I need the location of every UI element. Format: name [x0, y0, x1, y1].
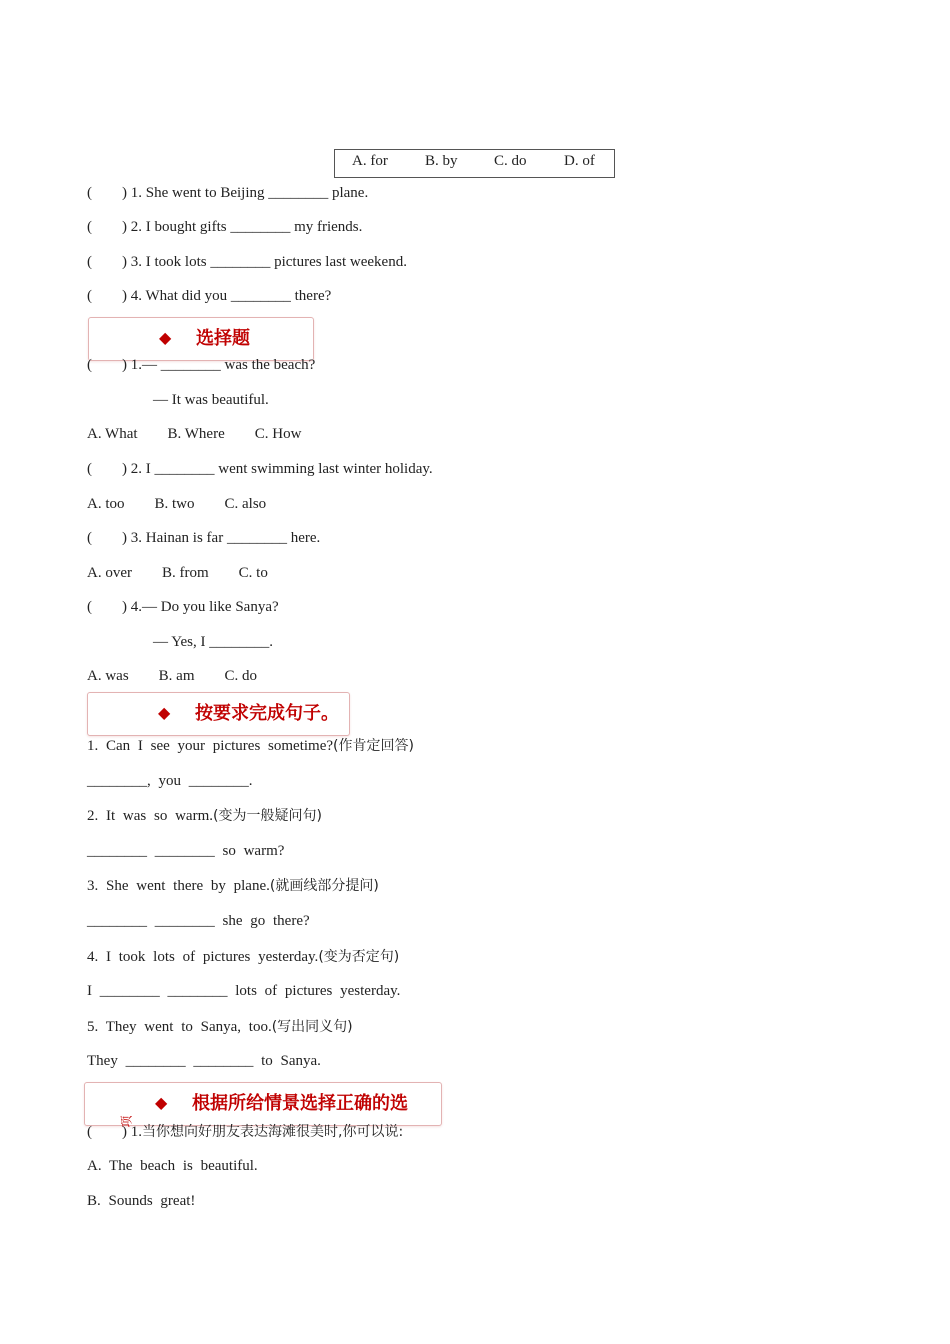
- part3-answer: ________ ________ she go there?: [87, 913, 310, 929]
- part3-sentence: [87, 736, 414, 756]
- diamond-icon: ◆: [159, 328, 172, 347]
- word-option: B. by: [425, 153, 458, 169]
- sentence-text: 3. She went there by plane.: [87, 878, 270, 894]
- part2-options: A. over B. from C. to: [87, 565, 268, 581]
- part2-question: ( ) 3. Hainan is far ________ here.: [87, 530, 321, 546]
- part4-option: A. The beach is beautiful.: [87, 1158, 258, 1174]
- instruction: (变为否定句): [318, 949, 400, 965]
- word-option: D. of: [564, 153, 595, 169]
- section-title: 选择题: [196, 328, 250, 349]
- sentence-text: 4. I took lots of pictures yesterday.: [87, 949, 319, 965]
- question-prefix: ( ) 1.: [87, 1124, 142, 1140]
- part2-answer: — It was beautiful.: [153, 392, 269, 408]
- instruction: (作肯定回答): [333, 738, 414, 754]
- word-option: C. do: [494, 153, 527, 169]
- instruction: (变为一般疑问句): [212, 808, 322, 824]
- part2-question: ( ) 1.— ________ was the beach?: [87, 357, 316, 373]
- part4-question: [87, 1122, 403, 1142]
- part1-question: ( ) 2. I bought gifts ________ my friends.: [87, 219, 363, 235]
- part1-question: ( ) 3. I took lots ________ pictures last weekend.: [87, 254, 407, 270]
- question-text: 当你想向好朋友表达海滩很美时,你可以说:: [142, 1124, 404, 1140]
- part2-options: A. What B. Where C. How: [87, 426, 302, 442]
- part2-options: A. was B. am C. do: [87, 668, 257, 684]
- part3-answer: I ________ ________ lots of pictures yesterday.: [87, 983, 401, 999]
- part1-question: ( ) 4. What did you ________ there?: [87, 288, 332, 304]
- part3-answer: They ________ ________ to Sanya.: [87, 1053, 321, 1069]
- word-bank-box: [334, 149, 615, 178]
- part2-question: ( ) 2. I ________ went swimming last winter holiday.: [87, 461, 433, 477]
- diamond-icon: ◆: [155, 1093, 168, 1112]
- section-header-situation: [84, 1082, 442, 1126]
- sentence-text: 2. It was so warm.: [87, 808, 213, 824]
- part4-option: B. Sounds great!: [87, 1193, 196, 1209]
- sentence-text: 1. Can I see your pictures sometime?: [87, 738, 334, 754]
- part2-question: ( ) 4.— Do you like Sanya?: [87, 599, 279, 615]
- part3-sentence: [87, 876, 379, 896]
- part1-question: ( ) 1. She went to Beijing ________ plane.: [87, 185, 369, 201]
- diamond-icon: ◆: [158, 703, 171, 722]
- instruction: (写出同义句): [271, 1019, 353, 1035]
- margin-mark: 项: [119, 1115, 134, 1128]
- part2-options: A. too B. two C. also: [87, 496, 267, 512]
- part2-answer: — Yes, I ________.: [153, 634, 274, 650]
- section-title: 按要求完成句子。: [195, 703, 339, 724]
- section-header-complete: [87, 692, 350, 736]
- part3-answer: ________, you ________.: [87, 773, 253, 789]
- instruction: (就画线部分提问): [269, 878, 379, 894]
- sentence-text: 5. They went to Sanya, too.: [87, 1019, 272, 1035]
- part3-answer: ________ ________ so warm?: [87, 843, 285, 859]
- part3-sentence: [87, 947, 399, 967]
- part3-sentence: [87, 806, 322, 826]
- section-title: 根据所给情景选择正确的选: [192, 1093, 408, 1114]
- word-option: A. for: [352, 153, 388, 169]
- part3-sentence: [87, 1017, 353, 1037]
